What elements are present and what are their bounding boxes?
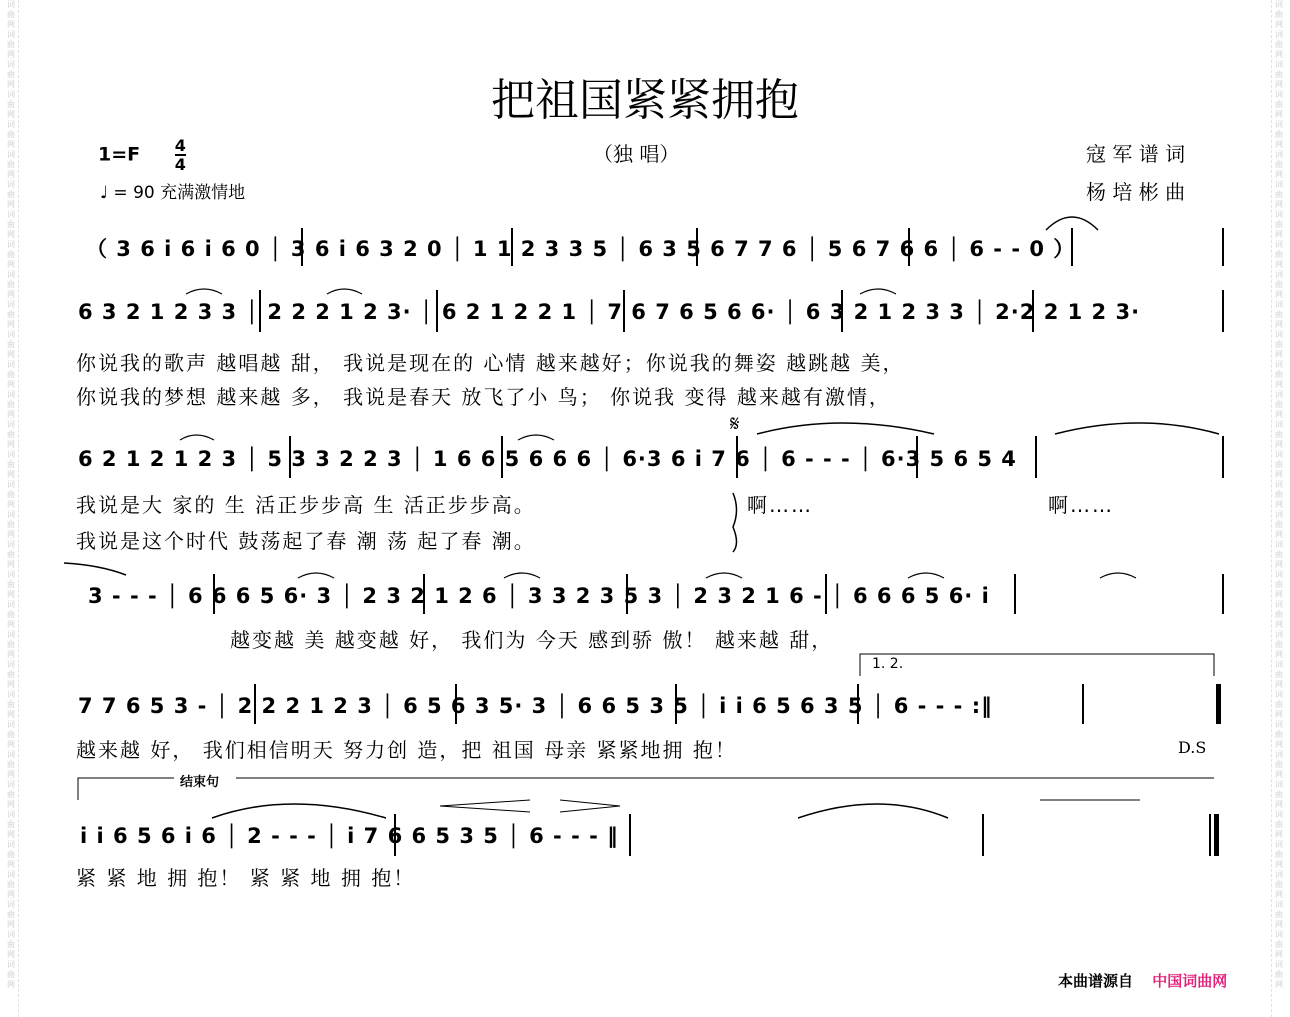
segno-sign: 𝄋 bbox=[730, 412, 740, 437]
lyricist-credit: 寇 军 谱 词 bbox=[1086, 142, 1186, 166]
line3-notes: 3 - - - │ 6 6 6 5 6· 3 │ 2 3 2 1 2 6 │ 3 3 2 3 5 3 │ 2 3 2 1 6 - │ 6 6 6 5 6· i bbox=[88, 584, 990, 608]
slur bbox=[757, 423, 934, 434]
decrescendo-hairpin bbox=[560, 800, 620, 812]
volta-label: 1. 2. bbox=[872, 656, 904, 672]
repeat-barline-thick bbox=[1216, 684, 1221, 724]
slur bbox=[212, 804, 386, 818]
line2-lyric-verse2: 我说是这个时代 鼓荡起了春 潮 荡 起了春 潮。 bbox=[76, 529, 536, 553]
line2-ah-1: 啊…… bbox=[747, 493, 813, 517]
line1-lyric-verse2: 你说我的梦想 越来越 多， 我说是春天 放飞了小 鸟； 你说我 变得 越来越有激情， bbox=[76, 385, 891, 409]
line4-lyric: 越来越 好， 我们相信明天 努力创 造，把 祖国 母亲 紧紧地拥 抱！ bbox=[76, 738, 737, 762]
slur bbox=[1055, 423, 1219, 434]
right-watermark-strip: 词曲网词曲网词曲网词曲网词曲网词曲网词曲网词曲网词曲网词曲网词曲网词曲网词曲网词曲网词曲网词曲网词曲网词曲网词曲网词曲网词曲网词曲网词曲网词曲网词曲网词曲网词曲网词曲网词曲网词曲网词曲网词曲网词曲网 bbox=[1271, 0, 1286, 1017]
slur bbox=[706, 573, 742, 578]
line2-notes: 6 2 1 2 1 2 3 │ 5 3 3 2 2 3 │ 1 6 6 5 6 6 6 │ 6·3 6 i 7 6 │ 6 - - - │ 6·3 5 6 5 4 bbox=[78, 447, 1017, 471]
verse-brace bbox=[733, 493, 737, 552]
line2-ah-2: 啊…… bbox=[1048, 493, 1114, 517]
line1-lyric-verse1: 你说我的歌声 越唱越 甜， 我说是现在的 心情 越来越好；你说我的舞姿 越跳越 美， bbox=[76, 351, 905, 375]
slur bbox=[798, 804, 948, 818]
coda-lyric: 紧 紧 地 拥 抱！ 紧 紧 地 拥 抱！ bbox=[76, 866, 416, 890]
left-watermark-strip: 词曲网词曲网词曲网词曲网词曲网词曲网词曲网词曲网词曲网词曲网词曲网词曲网词曲网词曲网词曲网词曲网词曲网词曲网词曲网词曲网词曲网词曲网词曲网词曲网词曲网词曲网词曲网词曲网词曲网词曲网词曲网词曲网词曲网 bbox=[4, 0, 19, 1017]
slur bbox=[186, 289, 222, 294]
coda-bracket bbox=[78, 778, 174, 800]
ds-marking: D.S bbox=[1178, 738, 1207, 757]
time-top: 4 bbox=[174, 136, 186, 155]
line3-lyric: 越变越 美 越变越 好， 我们为 今天 感到骄 傲！ 越来越 甜， bbox=[230, 628, 834, 652]
slur bbox=[504, 573, 540, 578]
tempo-marking: ♩ = 90 充满激情地 bbox=[100, 183, 246, 203]
line2-lyric-verse1: 我说是大 家的 生 活正步步高 生 活正步步高。 bbox=[76, 493, 536, 517]
slur bbox=[518, 435, 554, 440]
crescendo-hairpin bbox=[440, 800, 530, 812]
slur bbox=[1100, 573, 1136, 578]
time-bottom: 4 bbox=[174, 155, 186, 174]
slur bbox=[64, 563, 126, 575]
slur bbox=[908, 573, 944, 578]
line4-notes: 7 7 6 5 3 - │ 2 2 2 1 2 3 │ 6 5 6 3 5· 3 │ 6 6 5 3 5 │ i i 6 5 6 3 5 │ 6 - - - :‖ bbox=[78, 694, 993, 718]
slur bbox=[860, 289, 896, 294]
final-barline-thick bbox=[1214, 814, 1219, 856]
composer-credit: 杨 培 彬 曲 bbox=[1086, 180, 1186, 204]
key-label: 1=F bbox=[98, 143, 141, 166]
footer-brand-link[interactable]: 中国词曲网 bbox=[1152, 972, 1228, 990]
footer-source-label: 本曲谱源自 bbox=[1058, 972, 1134, 990]
line1-notes: 6 3 2 1 2 3 3 │ 2 2 2 1 2 3· │ 6 2 1 2 2 1 │ 7 6 7 6 5 6 6· │ 6 3 2 1 2 3 3 │ 2·2 2 1 2 3· bbox=[78, 300, 1141, 324]
slur bbox=[180, 435, 214, 440]
intro-notes: （ 3 6 i 6 i 6 0 │ 3 6 i 6 3 2 0 │ 1 1 2 3 3 5 │ 6 3 5 6 7 7 6 │ 5 6 7 6 6 │ 6 - - 0 ） bbox=[86, 237, 1076, 261]
slur bbox=[327, 289, 362, 294]
performance-style: （独 唱） bbox=[593, 142, 680, 166]
volta-bracket bbox=[860, 654, 1214, 676]
coda-label: 结束句 bbox=[180, 775, 220, 790]
slur bbox=[298, 573, 334, 578]
page-title: 把祖国紧紧拥抱 bbox=[491, 75, 799, 126]
coda-notes: i i 6 5 6 i 6 │ 2 - - - │ i 7 6 6 5 3 5 │ 6 - - - ‖ bbox=[80, 824, 619, 848]
